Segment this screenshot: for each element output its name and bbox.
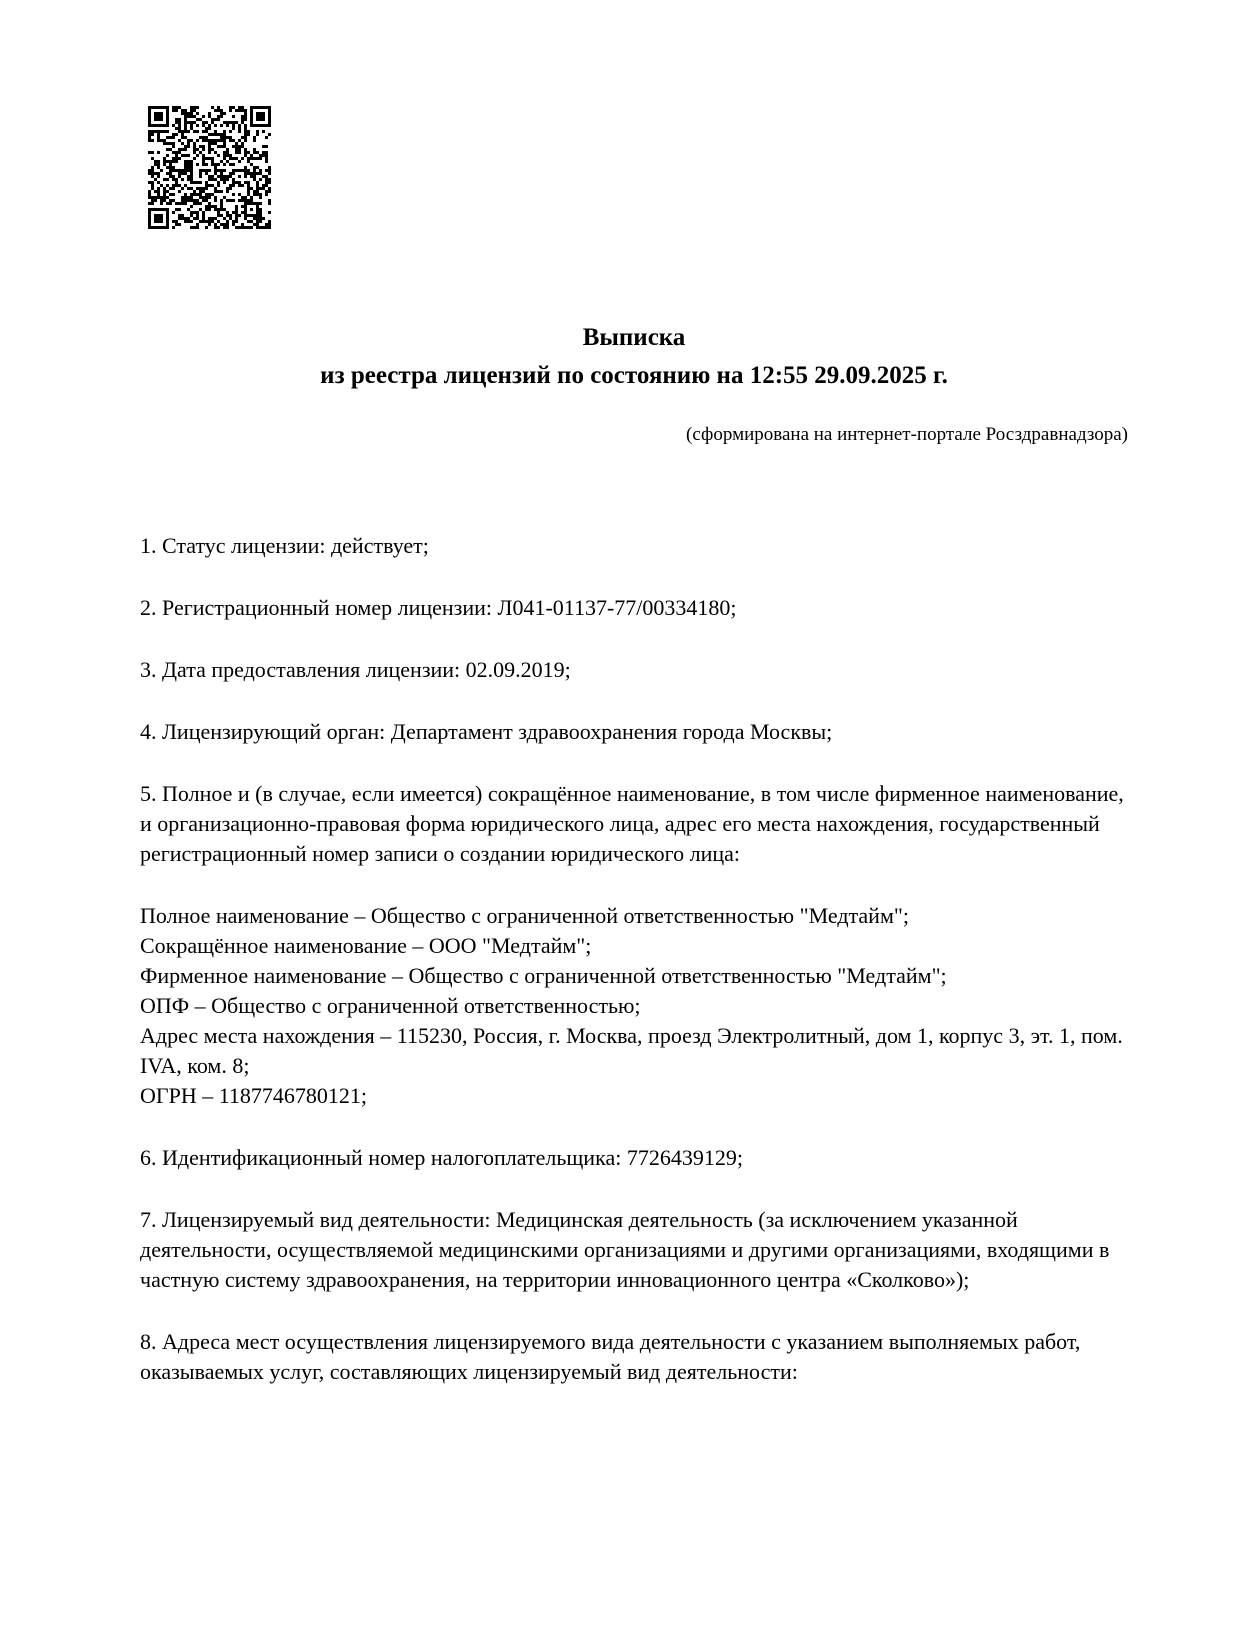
title-line-1: Выписка xyxy=(582,324,686,351)
item-3-license-date: 3. Дата предоставления лицензии: 02.09.2019; xyxy=(140,657,571,682)
company-short-name: Сокращённое наименование – ООО "Медтайм"; xyxy=(140,933,592,958)
item-1-license-status: 1. Статус лицензии: действует; xyxy=(140,533,429,558)
company-address: Адрес места нахождения – 115230, Россия, г. Москва, проезд Электролитный, дом 1, корпус 3, эт. 1, пом. IVA, ком. 8; xyxy=(140,1023,1123,1078)
item-8-activity-addresses: 8. Адреса мест осуществления лицензируемого вида деятельности с указанием выполняемых работ, оказываемых услуг, составляющих лицензируемый вид деятельности: xyxy=(140,1329,1081,1384)
title-line-2: из реестра лицензий по состоянию на 12:55 29.09.2025 г. xyxy=(320,362,948,389)
item-5-legal-entity-intro: 5. Полное и (в случае, если имеется) сокращённое наименование, в том числе фирменное наименование, и организационно-правовая форма юридического лица, адрес его места нахождения, государственный регистрационный номер записи о создании юридического лица: xyxy=(140,781,1124,866)
company-details xyxy=(140,901,1128,1111)
company-opf: ОПФ – Общество с ограниченной ответственностью; xyxy=(140,993,641,1018)
item-6-inn: 6. Идентификационный номер налогоплательщика: 7726439129; xyxy=(140,1145,743,1170)
item-2-registration-number: 2. Регистрационный номер лицензии: Л041-01137-77/00334180; xyxy=(140,595,737,620)
document-title xyxy=(140,319,1128,395)
qr-code xyxy=(148,106,271,229)
document-body xyxy=(140,531,1128,1387)
company-ogrn: ОГРН – 1187746780121; xyxy=(140,1083,368,1108)
item-7-licensed-activity: 7. Лицензируемый вид деятельности: Медицинская деятельность (за исключением указанной деятельности, осуществляемой медицинскими организациями и другими организациями, входящими в частную систему здравоохранения, на территории инновационного центра «Сколково»); xyxy=(140,1207,1110,1292)
generation-note: (сформирована на интернет-портале Росздравнадзора) xyxy=(686,424,1128,445)
company-brand-name: Фирменное наименование – Общество с ограниченной ответственностью "Медтайм"; xyxy=(140,963,947,988)
item-4-licensing-authority: 4. Лицензирующий орган: Департамент здравоохранения города Москвы; xyxy=(140,719,833,744)
company-full-name: Полное наименование – Общество с ограниченной ответственностью "Медтайм"; xyxy=(140,903,909,928)
